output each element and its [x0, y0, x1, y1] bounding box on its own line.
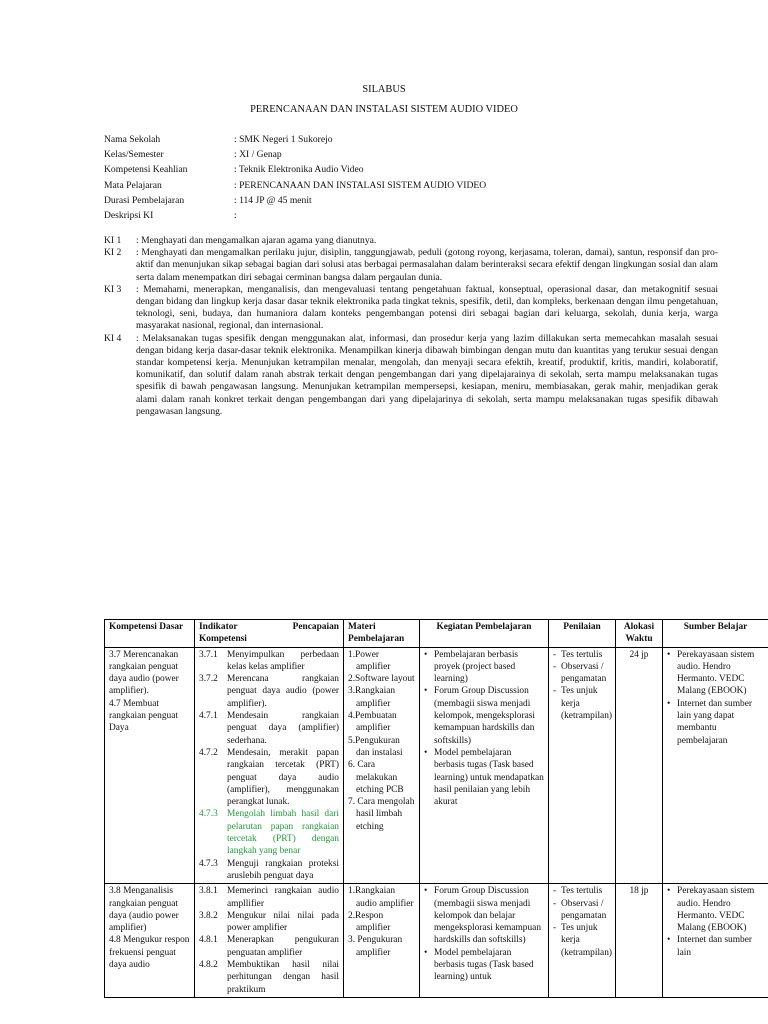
- kompetensi-dasar-cell: 3.8 Menganalisis rangkaian penguat daya (audio power amplifier) 4.8 Mengukur respon frekuensi penguat daya audio: [105, 884, 195, 998]
- penilaian-list: [553, 649, 611, 723]
- header-kompetensi-dasar: Kompetensi Dasar: [105, 620, 195, 648]
- indikator-item: [199, 747, 339, 808]
- ki-item: [104, 235, 718, 247]
- materi-item: 1.Rangkaian audio amplifier: [348, 886, 414, 909]
- materi-cell: [344, 884, 420, 998]
- indikator-text: Merencana rangkaian penguat daya audio (power amplifier).: [227, 674, 339, 709]
- kegiatan-cell: [420, 647, 549, 884]
- syllabus-row: [105, 647, 768, 884]
- info-value: : Teknik Elektronika Audio Video: [234, 164, 364, 176]
- info-key: Kelas/Semester: [104, 149, 164, 161]
- indikator-cell: [195, 647, 344, 884]
- indikator-text: Menyimpulkan perbedaan kelas kelas amplifier: [227, 649, 339, 672]
- sumber-cell: [663, 884, 768, 998]
- header-indikator-line2: Kompetensi: [199, 634, 247, 645]
- syllabus-row: [105, 884, 768, 998]
- indikator-text: Mengolah limbah hasil dari pelarutan papan rangkaian tercetak (PRT) dengan langkah yang benar: [227, 809, 339, 857]
- indikator-number: 3.7.1: [199, 649, 218, 660]
- indikator-text: Menerapkan pengukuran penguatan amplifier: [227, 935, 339, 958]
- materi-item: 4.Pembuatan amplifier: [348, 711, 397, 734]
- document-title: SILABUS: [362, 84, 406, 95]
- materi-item: 2.Software layout: [348, 674, 415, 685]
- info-key: Kompetensi Keahlian: [104, 164, 188, 176]
- info-value: : 114 JP @ 45 menit: [234, 194, 312, 206]
- penilaian-cell: [549, 647, 616, 884]
- indikator-text: Mengukur nilai nilai pada power amplifier: [227, 910, 339, 934]
- penilaian-item: - Tes unjuk kerja (ketrampilan): [553, 685, 611, 722]
- indikator-number: 4.7.1: [199, 711, 218, 722]
- sumber-list: [667, 649, 764, 747]
- indikator-item: [199, 885, 339, 910]
- header-indikator-left: Indikator: [199, 622, 238, 632]
- indikator-number: 4.8.2: [199, 960, 218, 971]
- materi-item: 3. Pengukuran amplifier: [348, 935, 403, 958]
- info-row: [104, 193, 486, 208]
- indikator-item: [199, 910, 339, 935]
- ki-item: [104, 284, 718, 333]
- penilaian-item: - Observasi / pengamatan: [553, 898, 611, 923]
- ki-text: : Melaksanakan tugas spesifik dengan menggunakan alat, informasi, dan prosedur kerja yang lazim dillakukan serta memecahkan masalah sesuai dengan bidang kerja dasar-dasar teknik elektronika. Menampilkan kinerja dibawah bimbingan dengan mutu dan kuantitas yang terukur sesuai dengan standar kompetensi kerja. Menunjukan ketrampilan menalar, mengolah, dan menyaji secara efektih, kreatif, produktif, kritis, mandiri, kolaboratif, komunikatif, dan solutif dalam ranah abstrak terkait dengan pengembangan dari yang dipelajarainya di sekolah, serta mampu melaksanakan tugas spesifik di bawah pengawasan langsung. Menunjukan ketrampilan mempersepsi, kesiapan, meniru, membiasakan, gerak mahir, menjadikan gerak alami dalam ranah konkret terkait dengan pengembangan dari yang dipelajarinya di sekolah, serta mampu melaksanakan tugas spesifik dibawah pengawasan langsung.: [136, 332, 718, 417]
- indikator-text: Memerinci rangkaian audio ampllifier: [227, 886, 339, 909]
- indikator-text: Membuktikan hasil nilai perhitungan dengan hasil praktikum: [227, 960, 339, 995]
- materi-item: 3.Rangkaian amplifier: [348, 686, 396, 709]
- sumber-item: • Perekayasaan sistem audio. Hendro Hermanto. VEDC Malang (EBOOK): [667, 885, 764, 934]
- header-indikator-right: Pencapaian: [292, 622, 339, 632]
- indikator-item: [199, 673, 339, 710]
- kegiatan-item: • Pembelajaran berbasis proyek (project based learning): [424, 649, 544, 686]
- info-row: [104, 178, 486, 193]
- info-key: Deskripsi KI: [104, 210, 154, 222]
- indikator-cell: [195, 884, 344, 998]
- info-row: [104, 162, 486, 177]
- kegiatan-item: • Model pembelajaran berbasis tugas (Task based learning) untuk mendapatkan hasil penilaian yang lebih akurat: [424, 747, 544, 808]
- kompetensi-dasar-cell: 3.7 Merencanakan rangkaian penguat daya audio (power amplifier). 4.7 Membuat rangkaian penguat Daya: [105, 647, 195, 884]
- header-penilaian: Penilaian: [549, 620, 616, 648]
- ki-description-list: [104, 235, 718, 418]
- ki-item: [104, 333, 718, 418]
- ki-text: : Menghayati dan mengamalkan ajaran agama yang dianutnya.: [136, 235, 377, 246]
- school-info-table: [104, 132, 486, 223]
- ki-item: [104, 247, 718, 284]
- ki-label: KI 4: [104, 332, 122, 344]
- info-key: Mata Pelajaran: [104, 179, 162, 191]
- sumber-item: • Internet dan sumber lain: [667, 934, 764, 959]
- header-kegiatan: Kegiatan Pembelajaran: [420, 620, 549, 648]
- indikator-number: 3.8.1: [199, 886, 218, 897]
- indikator-item: [199, 959, 339, 996]
- indikator-text: Menguji rangkaian proteksi aruslebih penguat daya: [227, 858, 339, 881]
- materi-item: 6. Cara melakukan etching PCB: [348, 760, 404, 795]
- indikator-number: 4.8.1: [199, 935, 218, 946]
- sumber-list: [667, 885, 764, 959]
- info-row: [104, 147, 486, 162]
- sumber-cell: [663, 647, 768, 884]
- ki-text: : Memahami, menerapkan, menganalisis, dan mengevaluasi tentang pengetahuan faktual, konseptual, operasional dasar, dan metakognitif sesuai dengan bidang dan lingkup kerja dasar dasar teknik elektronika pada tingkat teknis, spesifik, detil, dan kompleks, berkenaan dengan ilmu pengetahuan, teknologi, seni, budaya, dan humaniora dalam konteks pengembangan potensi diri sebagai bagian dari keluarga, sekolah, dunia kerja, warga masyarakat nasional, regional, dan internasional.: [136, 283, 718, 332]
- header-sumber: Sumber Belajar: [663, 620, 768, 648]
- indikator-number: 4.7.3: [199, 858, 218, 869]
- document-subtitle: PERENCANAAN DAN INSTALASI SISTEM AUDIO VIDEO: [250, 104, 518, 115]
- indikator-text: Mendesain, merakit papan rangkaian tercetak (PRT) penguat daya audio (amplifier), menggunakan perangkat lunak.: [227, 747, 339, 808]
- indikator-text: Mendesain rangkaian penguat daya (amplifier) sederhana.: [227, 711, 339, 746]
- header-alokasi: Alokasi Waktu: [616, 620, 663, 648]
- kegiatan-cell: [420, 884, 549, 998]
- indikator-item: [199, 934, 339, 959]
- info-value: :: [234, 210, 237, 222]
- syllabus-header-row: [105, 620, 768, 648]
- syllabus-table: [104, 619, 768, 998]
- info-row: [104, 208, 486, 223]
- indikator-number: 3.7.2: [199, 674, 218, 685]
- kegiatan-list: [424, 885, 544, 983]
- sumber-item: • Internet dan sumber lain yang dapat membantu pembelajaran: [667, 698, 764, 747]
- header-indikator: [195, 620, 344, 648]
- materi-item: 7. Cara mengolah hasil limbah etching: [348, 797, 415, 832]
- materi-item: 5.Pengukuran dan instalasi: [348, 735, 403, 758]
- penilaian-item: - Tes tertulis: [553, 885, 611, 897]
- kegiatan-list: [424, 649, 544, 809]
- header-materi: Materi Pembelajaran: [344, 620, 420, 648]
- ki-text: : Menghayati dan mengamalkan perilaku jujur, disiplin, tanggungjawab, peduli (gotong royong, kerjasama, toleran, damai), santun, responsif dan pro-aktif dan menunjukan sikap sebagai bagian dari solusi atas berbagai permasalahan dalam berinteraksi secara efektif dengan lingkungan sosial dan alam serta dalam menempatkan diri sebagai cerminan bangsa dalam pergaulan dunia.: [136, 247, 718, 283]
- kegiatan-item: • Forum Group Discussion (membagii siswa menjadi kelompok dan belajar mengeksplorasi kemampuan hardskills dan softskills): [424, 885, 544, 946]
- indikator-number: 3.8.2: [199, 910, 218, 921]
- info-key: Nama Sekolah: [104, 134, 161, 145]
- penilaian-cell: [549, 884, 616, 998]
- alokasi-cell: 18 jp: [616, 884, 663, 998]
- materi-cell: [344, 647, 420, 884]
- indikator-number: 4.7.2: [199, 747, 218, 758]
- penilaian-item: - Observasi / pengamatan: [553, 661, 611, 686]
- penilaian-item: - Tes tertulis: [553, 649, 611, 661]
- penilaian-item: - Tes unjuk kerja (ketrampilan): [553, 922, 611, 959]
- sumber-item: • Perekayasaan sistem audio. Hendro Hermanto. VEDC Malang (EBOOK): [667, 649, 764, 698]
- ki-label: KI 1: [104, 235, 122, 246]
- kegiatan-item: • Forum Group Discussion (membagii siswa menjadi kelompok, mengeksplorasi kemampuan hardskills dan softskills): [424, 685, 544, 746]
- kegiatan-item: • Model pembelajaran berbasis tugas (Task based learning) untuk: [424, 947, 544, 984]
- info-value: : PERENCANAAN DAN INSTALASI SISTEM AUDIO VIDEO: [234, 179, 487, 191]
- materi-item: 1.Power amplifier: [348, 649, 391, 672]
- alokasi-cell: 24 jp: [616, 647, 663, 884]
- indikator-item: [199, 808, 339, 857]
- materi-item: 2.Respon amplifier: [348, 910, 391, 934]
- ki-label: KI 2: [104, 247, 122, 259]
- penilaian-list: [553, 885, 611, 959]
- indikator-item: [199, 649, 339, 674]
- info-value: : SMK Negeri 1 Sukorejo: [234, 134, 333, 145]
- indikator-item: [199, 858, 339, 883]
- ki-label: KI 3: [104, 283, 122, 295]
- info-key: Durasi Pembelajaran: [104, 194, 185, 206]
- info-row: [104, 132, 486, 147]
- indikator-number: 4.7.3: [199, 809, 218, 820]
- info-value: : XI / Genap: [234, 149, 282, 161]
- indikator-item: [199, 710, 339, 747]
